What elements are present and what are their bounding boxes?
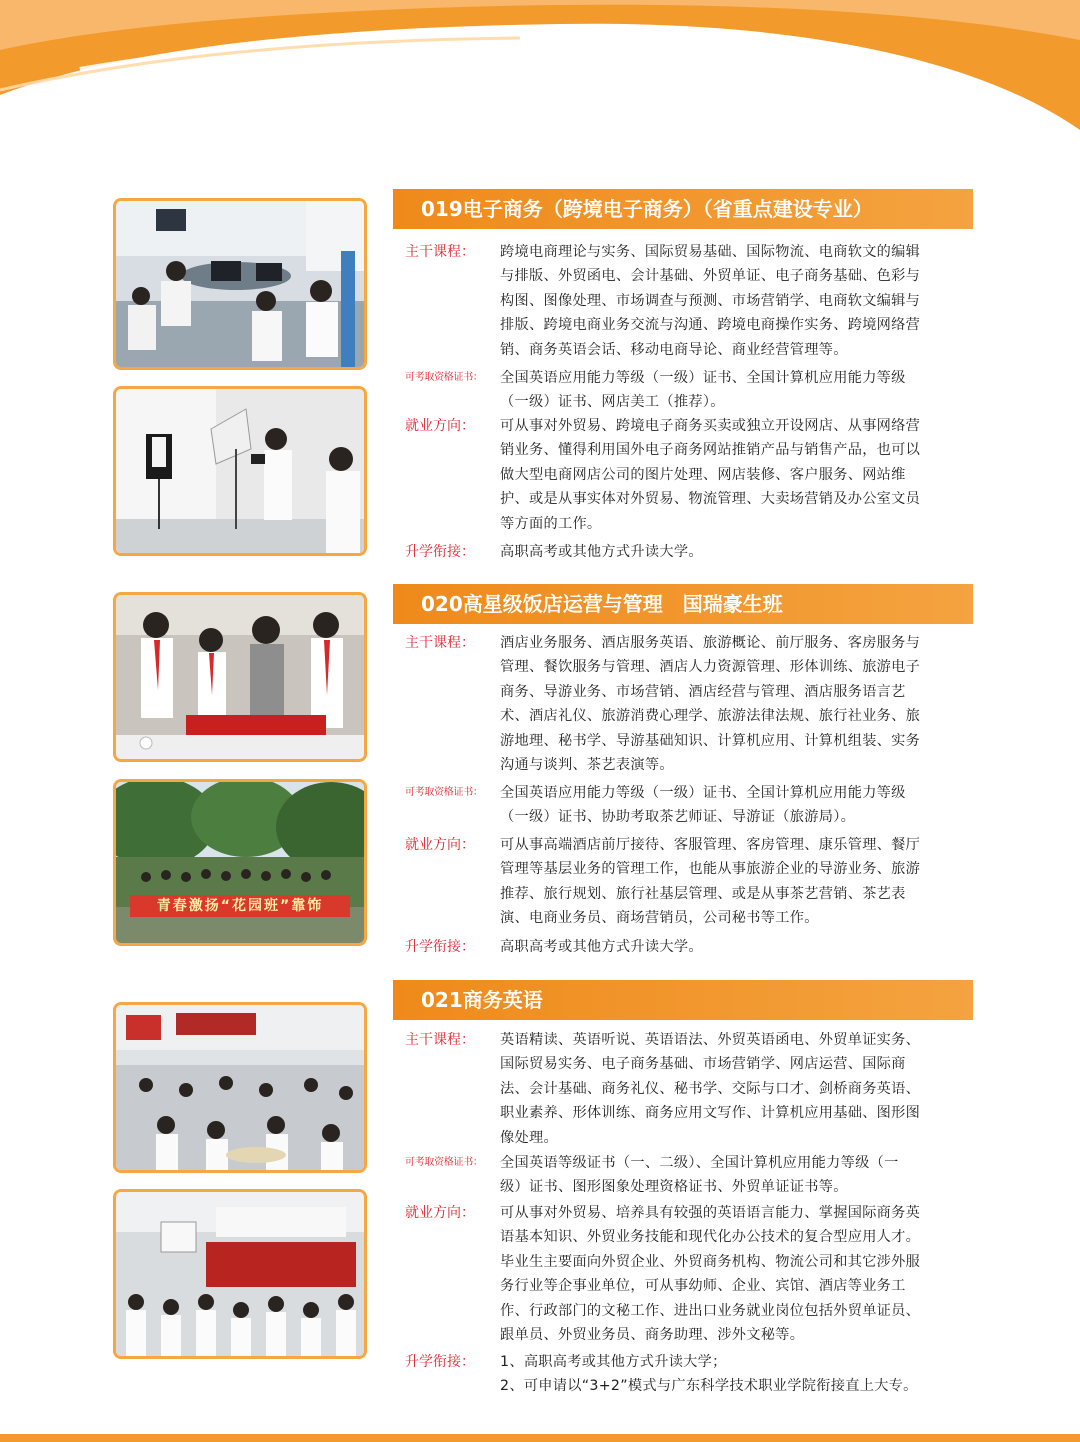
further-text: 高职高考或其他方式升读大学。 [500, 544, 703, 560]
label-jobs: 就业方向： [405, 837, 475, 853]
courses-text: 英语精读、英语听说、英语语法、外贸英语函电、外贸单证实务、 国际贸易实务、电子商务基础、市场营销学、网店运营、国际商 法、会计基础、商务礼仪、秘书学、交际与口才、剑桥商务英语、 职业素养、形体训练、商务应用文写作、计算机应用基础、图形图 像处理。 [500, 1032, 921, 1146]
label-courses: 主干课程： [405, 1032, 475, 1048]
bottom-orange-bar [0, 1434, 1080, 1442]
label-courses: 主干课程： [405, 244, 475, 260]
courses-text: 酒店业务服务、酒店服务英语、旅游概论、前厅服务、客房服务与 管理、餐饮服务与管理、酒店人力资源管理、形体训练、旅游电子 商务、导游业务、市场营销、酒店经营与管理、酒店服务语言艺 术、酒店礼仪、旅游消费心理学、旅游法律法规、旅行社业务、旅 游地理、秘书学、导游基础知识、计算机应用、计算机组装、实务 沟通与谈判、茶艺表演等。 [500, 635, 921, 773]
photo-english-meeting [113, 1189, 367, 1359]
label-certs: 可考取资格证书： [405, 372, 483, 383]
jobs-text: 可从事对外贸易、跨境电子商务买卖或独立开设网店、从事网络营 销业务、懂得利用国外电子商务网站推销产品与销售产品，也可以 做大型电商网店公司的图片处理、网店装修、客户服务、网站维 护、或是从事实体对外贸易、物流管理、大卖场营销及办公室文员 等方面的工作。 [500, 418, 921, 532]
label-further: 升学衔接： [405, 939, 475, 955]
section-020-title: 020高星级饭店运营与管理 国瑞豪生班 [393, 584, 973, 624]
label-further: 升学衔接： [405, 544, 475, 560]
jobs-text: 可从事对外贸易、培养具有较强的英语语言能力、掌握国际商务英 语基本知识、外贸业务技能和现代化办公技术的复合型应用人才。 毕业生主要面向外贸企业、外贸商务机构、物流公司和其它涉外服 务行业等企事业单位，可从事幼师、企业、宾馆、酒店等业务工 作、行政部门的文秘工作、进出口业务就业岗位包括外贸单证员、 跟单员、外贸业务员、商务助理、涉外文秘等。 [500, 1205, 921, 1343]
certs-text: 全国英语应用能力等级（一级）证书、全国计算机应用能力等级 （一级）证书、网店美工（推荐）。 [500, 370, 906, 411]
top-orange-swoosh [0, 0, 1080, 200]
jobs-text: 可从事高端酒店前厅接待、客服管理、客房管理、康乐管理、餐厅 管理等基层业务的管理工作，也能从事旅游企业的导游业务、旅游 推荐、旅行规划、旅行社基层管理、或是从事茶艺营销、茶艺表 演、电商业务员、商场营销员，公司秘书等工作。 [500, 837, 921, 927]
outdoor-banner: 青春激扬“花园班”靠饰 [130, 895, 350, 917]
section-021-title: 021商务英语 [393, 980, 973, 1020]
photo-english-hall [113, 1002, 367, 1173]
photo-product-studio [113, 386, 367, 556]
photo-hotel-training [113, 592, 367, 762]
further-text: 1、高职高考或其他方式升读大学； 2、可申请以“3+2”模式与广东科学技术职业学院衔接直上大专。 [500, 1354, 918, 1395]
further-text: 高职高考或其他方式升读大学。 [500, 939, 703, 955]
label-jobs: 就业方向： [405, 418, 475, 434]
photo-outdoor-group [113, 779, 367, 946]
courses-text: 跨境电商理论与实务、国际贸易基础、国际物流、电商软文的编辑 与排版、外贸函电、会计基础、外贸单证、电子商务基础、色彩与 构图、图像处理、市场调查与预测、市场营销学、电商软文编辑与 排版、跨境电商业务交流与沟通、跨境电商操作实务、跨境网络营 销、商务英语会话、移动电商导论、商业经营管理等。 [500, 244, 921, 358]
certs-text: 全国英语应用能力等级（一级）证书、全国计算机应用能力等级 （一级）证书、协助考取茶艺师证、导游证（旅游局）。 [500, 785, 906, 826]
label-jobs: 就业方向： [405, 1205, 475, 1221]
label-further: 升学衔接： [405, 1354, 475, 1370]
label-courses: 主干课程： [405, 635, 475, 651]
label-certs: 可考取资格证书： [405, 787, 483, 798]
certs-text: 全国英语等级证书（一、二级）、全国计算机应用能力等级（一 级）证书、图形图象处理资格证书、外贸单证证书等。 [500, 1155, 899, 1196]
label-certs: 可考取资格证书： [405, 1157, 483, 1168]
section-019-title: 019电子商务（跨境电子商务）（省重点建设专业） [393, 189, 973, 229]
photo-ecommerce-classroom [113, 198, 367, 370]
